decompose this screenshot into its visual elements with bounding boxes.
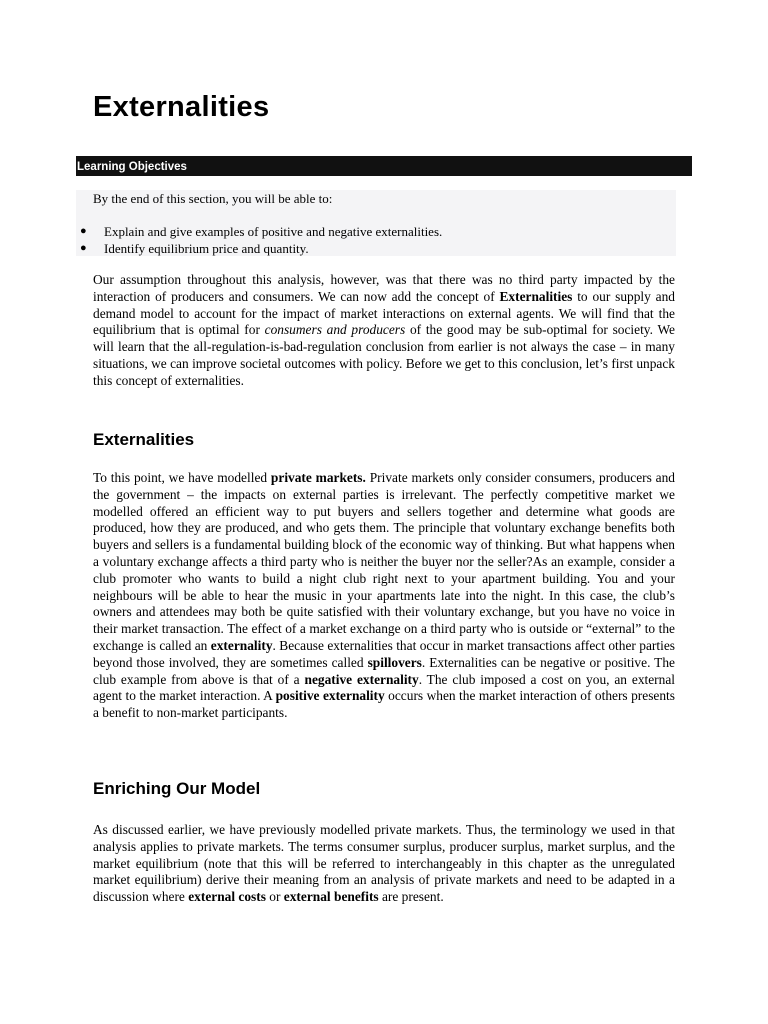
list-item	[80, 240, 442, 257]
text: As discussed earlier, we have previously modelled private markets. Thus, the terminology we used in that analysis applies to private markets. The terms consumer surplus, producer surplus, market surplus, and the market equilibrium (note that this will be referred to interchangeably in this chapter as the unregulated market equilibrium) derive their meaning from an analysis of private markets and need to be adapted in a discussion where	[93, 822, 675, 905]
term-external-benefits: external benefits	[283, 889, 379, 905]
list-item	[80, 223, 442, 240]
text: or	[265, 889, 284, 905]
learning-objectives-list	[80, 223, 442, 257]
text: . Externalities can be negative or positive. The club example from above is that of a	[93, 654, 675, 687]
term-negative-externality: negative externality	[304, 671, 419, 687]
term-externality: externality	[210, 637, 273, 653]
text: To this point, we have modelled	[93, 470, 271, 485]
bullet-icon: ●	[80, 225, 87, 237]
page-title: Externalities	[93, 91, 270, 123]
term-positive-externality: positive externality	[275, 688, 385, 704]
text: Our assumption throughout this analysis, however, was that there was no third party impacted by the interaction of producers and consumers. We can now add the concept of	[93, 272, 675, 304]
list-item-text: Explain and give examples of positive and negative externalities.	[104, 224, 443, 239]
intro-paragraph	[93, 272, 675, 390]
text: of the good may be sub-optimal for society. We will learn that the all-regulation-is-bad-regulation conclusion from earlier is not always the case – in many situations, we can improve societal outcomes with policy. Before we get to this conclusion, let’s first unpack this concept of externalities.	[93, 322, 675, 388]
section-heading-externalities: Externalities	[93, 430, 195, 449]
text: Private markets only consider consumers, producers and the government – the impacts on external parties is irrelevant. The perfectly competitive market we modelled offered an efficient way to put buyers and sellers together and determine what goods are produced, how they are produced, and who gets them. The principle that voluntary exchange benefits both buyers and sellers is a fundamental building block of the economic way of thinking. But what happens when a voluntary exchange affects a third party who is neither the buyer nor the seller?As an example, consider a club promoter who wants to build a night club right next to your apartment building. You and your neighbours will be able to hear the music in your apartments late into the night. In this case, the club’s owners and attendees may both be quite satisfied with their voluntary exchange, but you have no voice in their market transaction. The effect of a market exchange on a third party who is outside or “external” to the exchange is called an	[93, 470, 675, 653]
enriching-model-paragraph	[93, 822, 675, 906]
list-item-text: Identify equilibrium price and quantity.	[104, 241, 309, 256]
text: to our supply and demand model to account for the impact of market interactions on external agents. We will find that the equilibrium that is optimal for	[93, 288, 675, 338]
text: are present.	[378, 889, 444, 905]
term-externalities: Externalities	[499, 288, 573, 304]
text: . Because externalities that occur in market transactions affect other parties beyond those involved, they are sometimes called	[93, 637, 675, 670]
bullet-icon: ●	[80, 242, 87, 254]
term-external-costs: external costs	[188, 889, 266, 905]
emphasis-consumers-producers: consumers and producers	[264, 322, 406, 338]
externalities-paragraph	[93, 470, 675, 722]
learning-objectives-header: Learning Objectives	[76, 156, 692, 176]
text: . The club imposed a cost on you, an external agent to the market interaction. A	[93, 671, 675, 704]
term-private-markets: private markets.	[270, 470, 366, 485]
term-spillovers: spillovers	[367, 654, 422, 670]
text: occurs when the market interaction of others presents a benefit to non-market participants.	[93, 688, 675, 721]
section-heading-enriching-model: Enriching Our Model	[93, 779, 261, 798]
learning-objectives-intro: By the end of this section, you will be able to:	[93, 191, 333, 206]
